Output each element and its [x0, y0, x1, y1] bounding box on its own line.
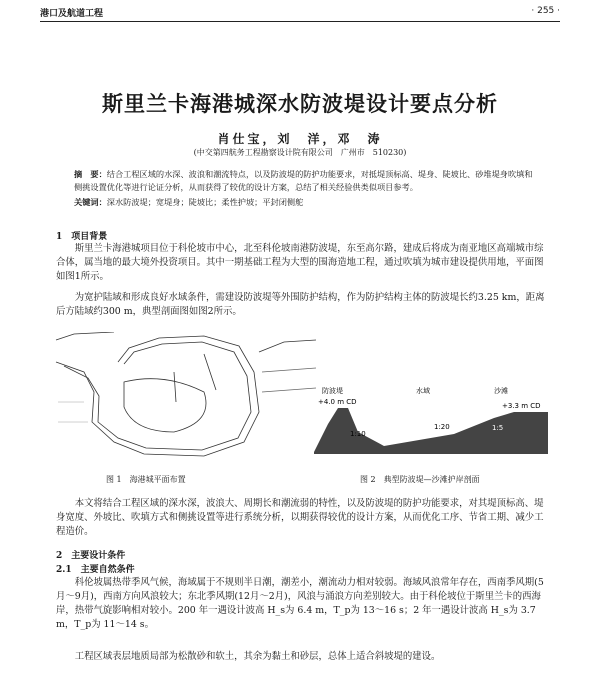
- figure2-cross-section: [314, 384, 548, 454]
- figure1-caption: 图 1 海港城平面布置: [106, 475, 186, 484]
- section1-heading: 1 项目背景: [56, 232, 108, 242]
- section2-heading: 2 主要设计条件: [56, 551, 126, 561]
- abstract-label: 摘 要：: [74, 169, 107, 179]
- paragraph-after-figures: 本文将结合工程区域的深水深，波浪大、周期长和潮流弱的特性，以及防波堤的防护功能要求，对其堤顶标高、堤身宽度、外坡比、吹填方式和侧挑设置等进行系统分析，以期获得较优的设计方案，从而优化工序、节省工期、减少工程造价。: [56, 498, 544, 537]
- road-lines: [262, 368, 316, 392]
- east-road: [259, 340, 316, 352]
- elev-right: +3.3 m CD: [502, 402, 541, 410]
- elev-left: +4.0 m CD: [318, 398, 357, 406]
- inner-edge: [64, 342, 251, 450]
- section2-paragraph-1: 科伦坡属热带季风气候，海域属于不规则半日潮，潮差小，潮流动力相对较弱。海域风浪常年存在，西南季风期(5月～9月)，西南方向风浪较大；东北季风期(12月～2月)，风浪与涌浪方向差别较大。由于科伦坡位于斯里兰卡的西海岸，热带气旋影响相对较小。200 年一遇设计波高 H_s为 6.4 m，T_p为 13～16 s；2 年一遇设计波高 H_s为 3.7 m，T_p为 11～14 s。: [56, 577, 544, 630]
- article-title: 斯里兰卡海港城深水防波堤设计要点分析: [102, 91, 498, 116]
- slope-1: 1:10: [350, 430, 366, 438]
- label-beach: 沙滩: [494, 387, 508, 395]
- keywords: [74, 197, 534, 208]
- journal-name: 港口及航道工程: [40, 9, 104, 19]
- internal-channel: [174, 354, 216, 402]
- label-breakwater: 防波堤: [322, 387, 343, 395]
- abstract-text: 结合工程区域的水深、波浪和潮流特点，以及防波堤的防护功能要求，对抵堤顶标高、堤身、陡坡比、砂堆堤身吹填和侧挑设置优化等进行论证分析，从而获得了较优的设计方案，总结了相关经验供类似项目参考。: [74, 169, 533, 192]
- header-rule: [40, 21, 560, 22]
- label-water: 水域: [416, 387, 430, 395]
- breakwater-outline: [56, 336, 259, 456]
- figure1-site-plan: [54, 332, 318, 460]
- authors: 肖仕宝，刘 洋，邓 涛: [217, 132, 383, 146]
- keywords-text: 深水防波堤；宽堤身；陡坡比；柔性护坡；平封闭侧舵: [106, 197, 304, 207]
- page-number: · 255 ·: [531, 6, 560, 16]
- coastline-top: [56, 332, 114, 340]
- abstract: [74, 168, 534, 194]
- page-header: [40, 6, 560, 20]
- section2-subheading: 2.1 主要自然条件: [56, 565, 135, 575]
- slope-3: 1:5: [492, 424, 504, 432]
- section1-paragraph-1: 斯里兰卡海港城项目位于科伦坡市中心，北至科伦坡南港防波堤，东至高尔路，建成后将成为南亚地区高端城市综合体，属当地的最大境外投资项目。其中一期基础工程为大型的围海造地工程，通过吹填为城市建设提供用地，平面图如图1所示。: [56, 243, 544, 282]
- affiliation: (中交第四航务工程勘察设计院有限公司 广州市 510230): [193, 148, 407, 157]
- section2-paragraph-2: 工程区域表层地质局部为松散砂和软土，其余为黏土和砂层，总体上适合斜坡堤的建设。: [74, 651, 441, 662]
- slope-2: 1:20: [434, 423, 450, 431]
- keywords-label: 关键词：: [74, 197, 107, 207]
- figure2-caption: 图 2 典型防波堤—沙滩护岸剖面: [360, 475, 480, 484]
- section1-paragraph-2: 为宽护陆域和形成良好水域条件，需建设防波堤等外围防护结构，作为防护结构主体的防波堤长约3.25 km，距离后方陆域约300 m，典型剖面图如图2所示。: [56, 292, 545, 317]
- reclamation-area: [124, 379, 206, 432]
